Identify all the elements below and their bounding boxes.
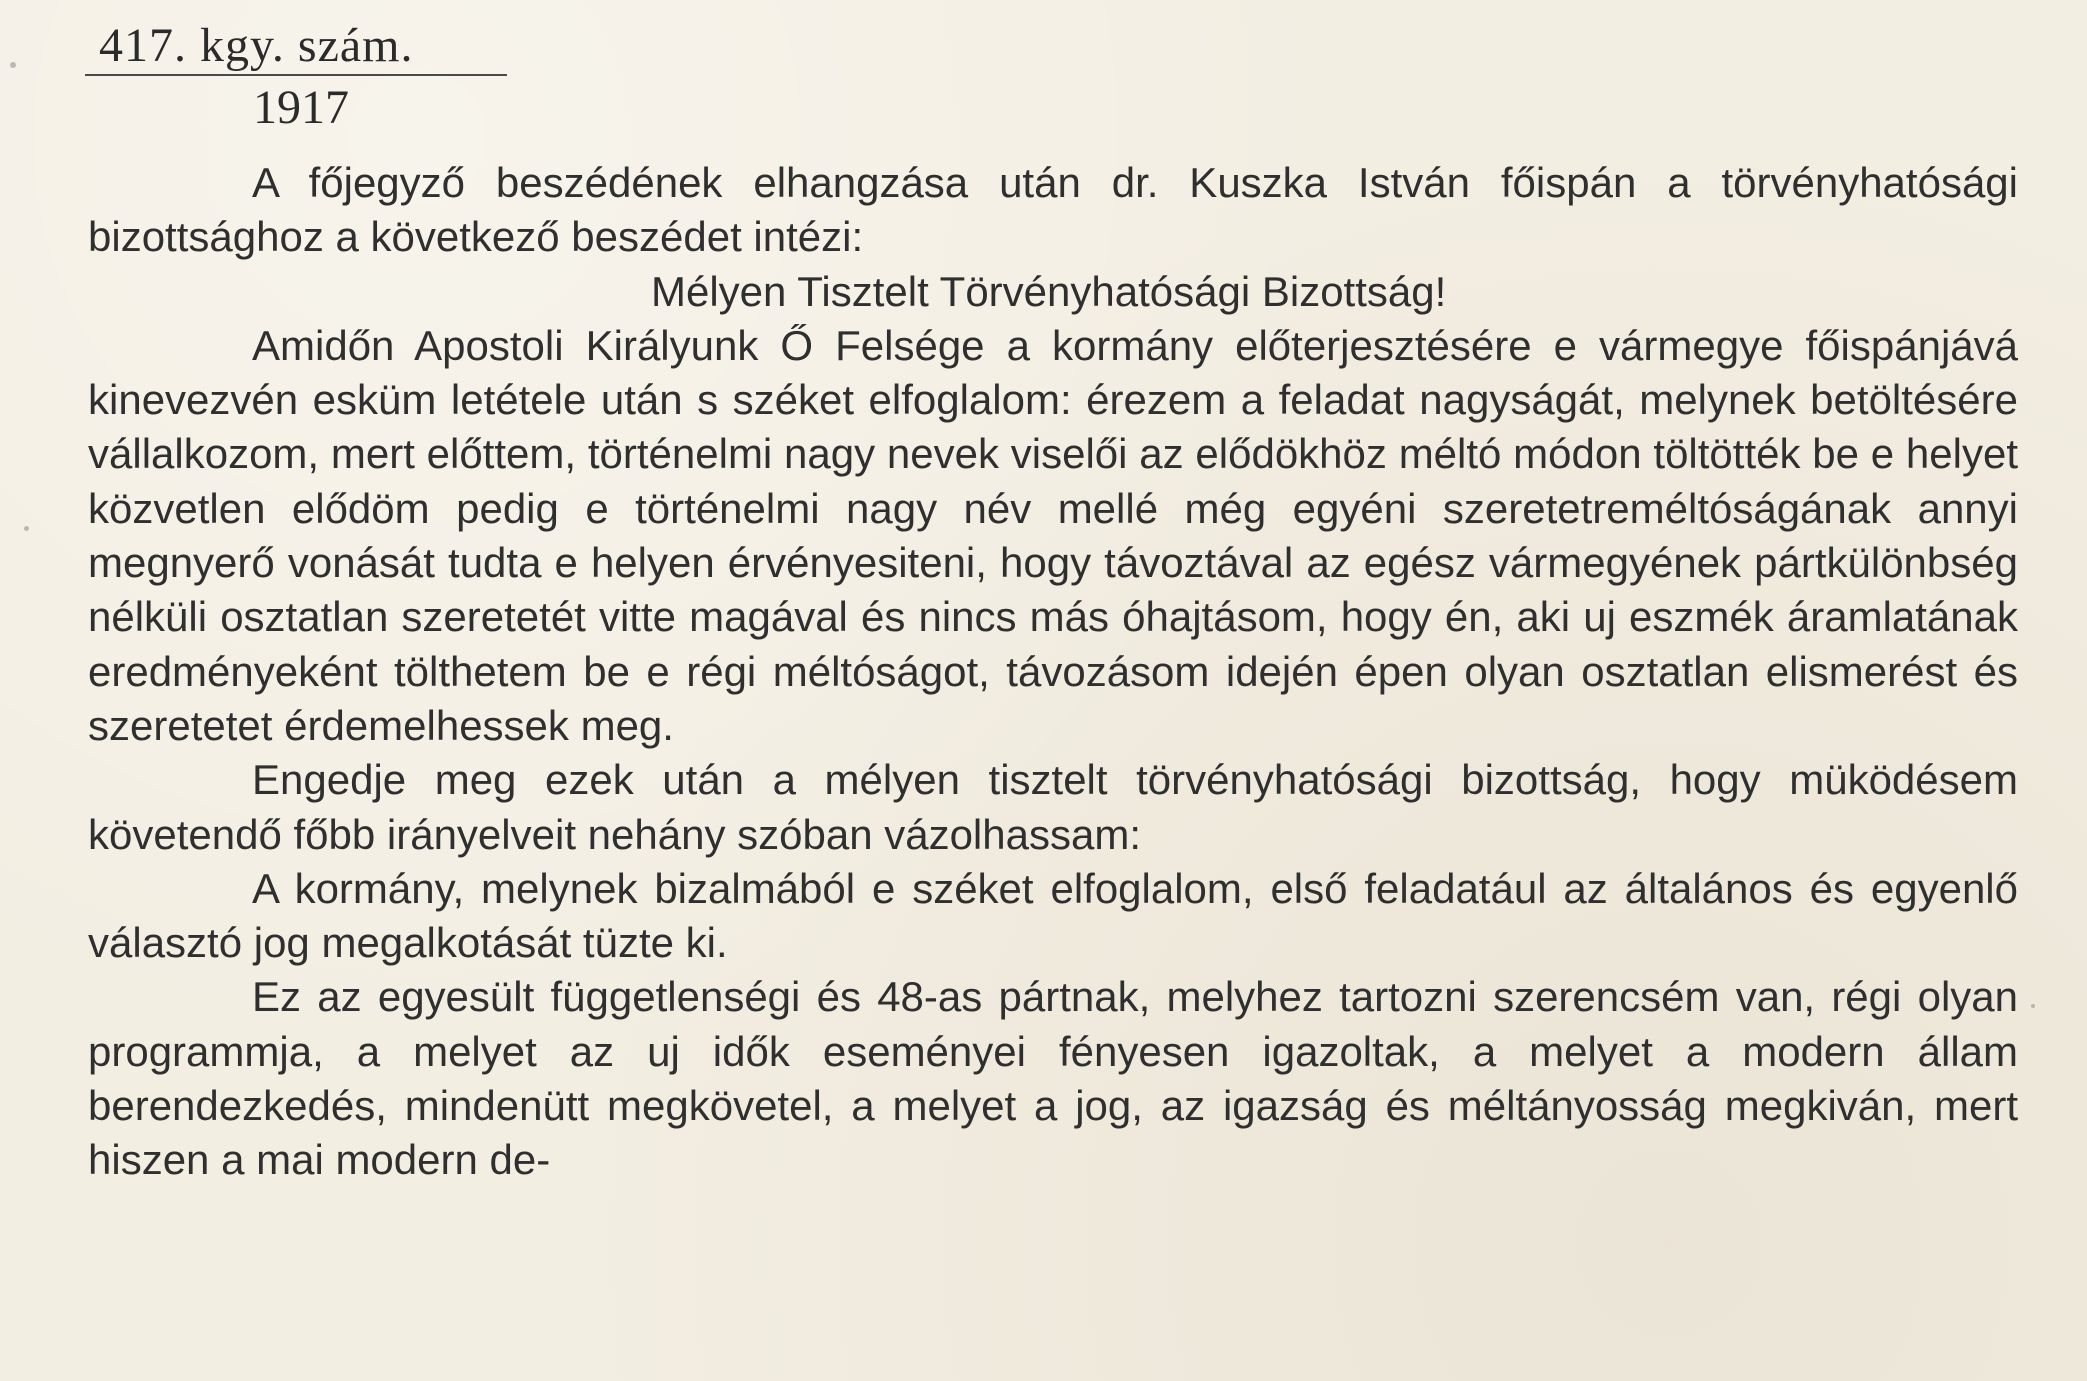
- speech-paragraph-4: Ez az egyesült függetlenségi és 48-as pártnak, melyhez tartozni szerencsém van, régi olyan programmja, a melyet az uj idők eseményei fényesen igazoltak, a melyet a modern állam berendezkedés, mindenütt megkövetel, a melyet a jog, az igazság és méltányosság megkiván, mert hiszen a mai modern de-: [88, 973, 2018, 1184]
- page-header: [85, 18, 515, 136]
- ink-speck: [2031, 1004, 2035, 1008]
- year-label: 1917: [253, 81, 349, 134]
- salutation: Mélyen Tisztelt Törvényhatósági Bizottság!: [651, 267, 1447, 315]
- speech-paragraph-1: Amidőn Apostoli Királyunk Ő Felsége a kormány előterjesztésére e vármegye főispánjává kinevezvén esküm letétele után s széket elfoglalom: érezem a feladat nagyságát, melynek betöltésére vállalkozom, mert előttem, történelmi nagy nevek viselői az elődökhöz méltó módon töltötték be e helyet közvetlen elődöm pedig e történelmi nagy név mellé még egyéni szeretetreméltóságának annyi megnyerő vonását tudta e helyen érvényesiteni, hogy távoztával az egész vármegyének pártkülönbség nélküli osztatlan szeretetét vitte magával és nincs más óhajtásom, hogy én, aki uj eszmék áramlatának eredményeként tölthetem be e régi méltóságot, távozásom idején épen olyan osztatlan elismerést és szeretetet érdemelhessek meg.: [88, 321, 2018, 749]
- speech-paragraph-3: A kormány, melynek bizalmából e széket elfoglalom, első feladatául az általános és egyenlő választó jog megalkotását tüzte ki.: [88, 864, 2018, 967]
- speech-paragraph-2: Engedje meg ezek után a mélyen tisztelt törvényhatósági bizottság, hogy müködésem követendő főbb irányelveit nehány szóban vázolhassam:: [88, 756, 2018, 858]
- intro-paragraph: A főjegyző beszédének elhangzása után dr. Kuszka István főispán a törvényhatósági bizottsághoz a következő beszédet intézi:: [88, 159, 2018, 261]
- document-body: [88, 156, 2018, 1188]
- ink-speck: [24, 526, 29, 531]
- issue-number: 417. kgy. szám.: [85, 18, 507, 76]
- ink-speck: [10, 62, 16, 68]
